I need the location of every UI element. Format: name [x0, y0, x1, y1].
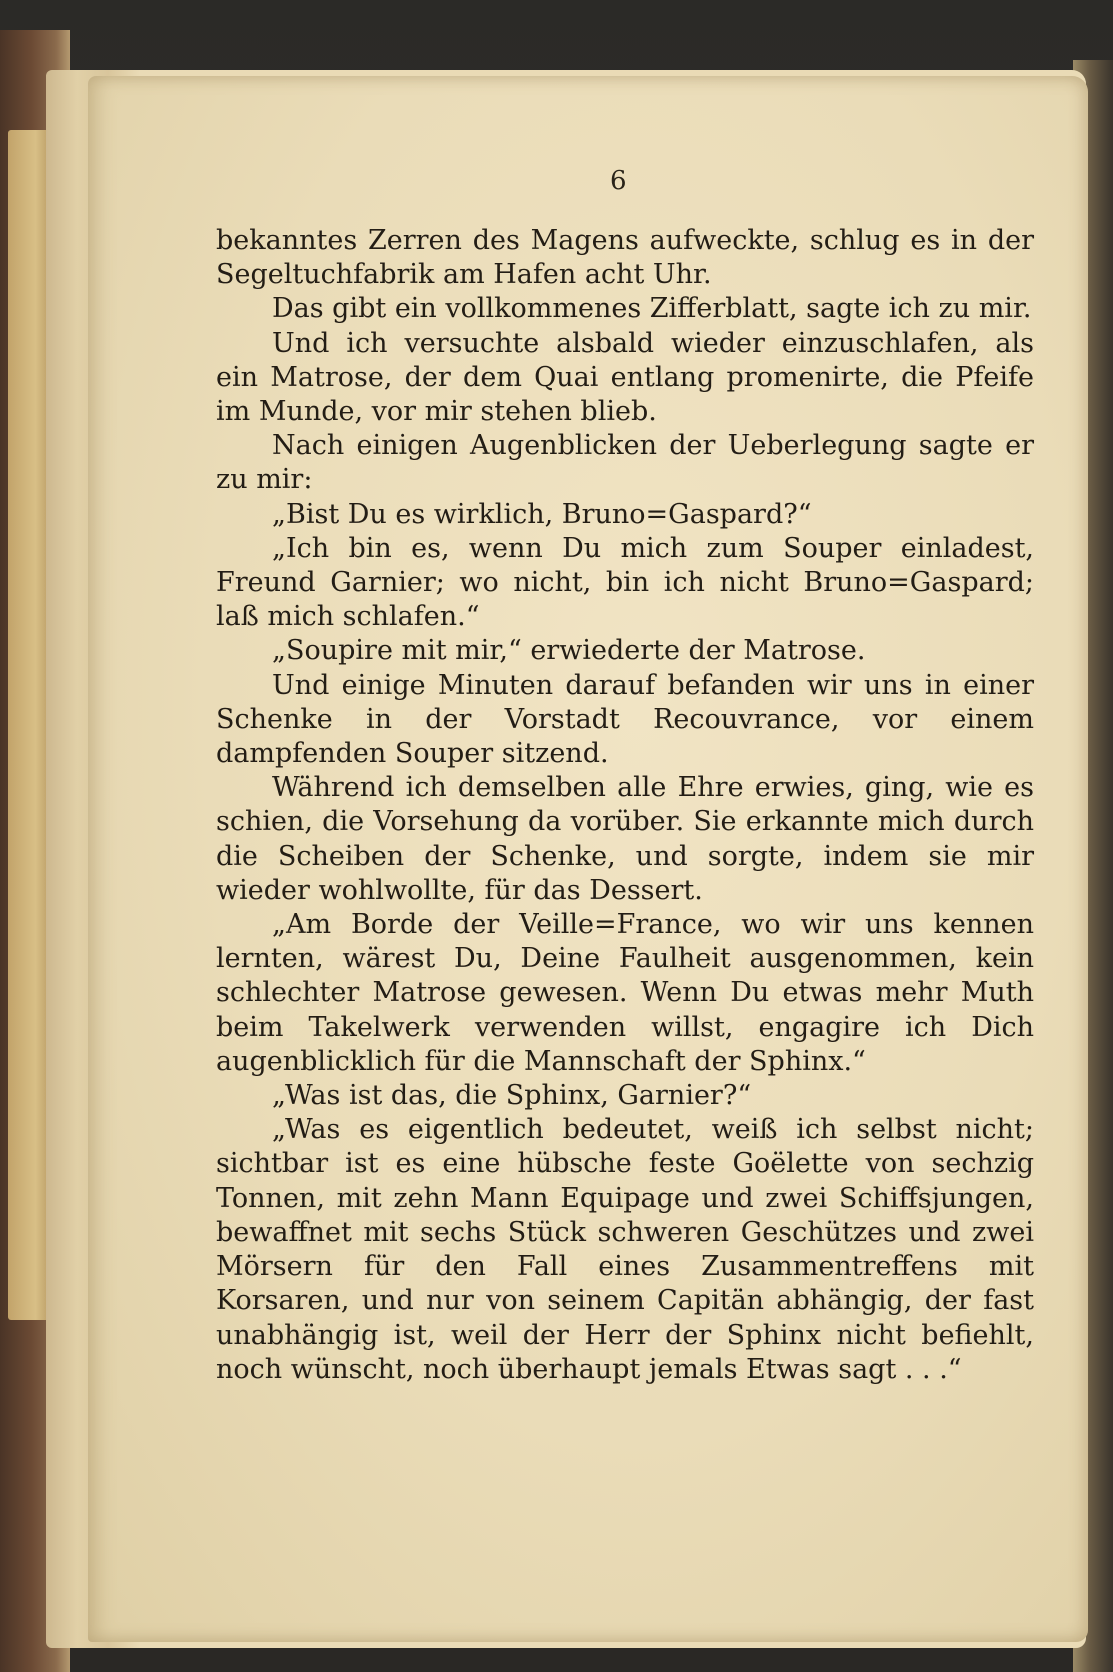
page-text [216, 224, 1034, 1387]
paragraph: „Soupire mit mir,“ erwiederte der Matrose. [272, 635, 866, 667]
paragraph: „Bist Du es wirklich, Bruno=Gaspard?“ [272, 498, 812, 530]
paragraph: Das gibt ein vollkommenes Zifferblatt, sagte ich zu mir. [272, 293, 1032, 325]
paragraph: Während ich demselben alle Ehre erwies, ging, wie es schien, die Vorsehung da vorüber. Sie erkannte mich durch die Scheiben der Schenke, und sorgte, indem sie mir wieder wohlwollte, für das Dessert. [216, 772, 1034, 906]
paragraph: Nach einigen Augenblicken der Ueberlegung sagte er zu mir: [216, 430, 1034, 496]
paragraph: „Ich bin es, wenn Du mich zum Souper einladest, Freund Garnier; wo nicht, bin ich nicht Bruno=Gaspard; laß mich schlafen.“ [216, 532, 1034, 633]
paragraph: „Was es eigentlich bedeutet, weiß ich selbst nicht; sichtbar ist es eine hübsche feste Goëlette von sechzig Tonnen, mit zehn Mann Equipage und zwei Schiffsjungen, bewaffnet mit sechs Stück schweren Geschützes und zwei Mörsern für den Fall eines Zusammentreffens mit Korsaren, und nur von seinem Capitän abhängig, der fast unabhängig ist, weil der Herr der Sphinx nicht befiehlt, noch wünscht, noch überhaupt jemals Etwas sagt . . .“ [216, 1114, 1034, 1385]
paragraph: bekanntes Zerren des Magens aufweckte, schlug es in der Segeltuchfabrik am Hafen acht Uhr. [216, 225, 1034, 291]
page-number: 6 [610, 166, 627, 196]
paragraph: Und einige Minuten darauf befanden wir uns in einer Schenke in der Vorstadt Recouvrance, vor einem dampfenden Souper sitzend. [216, 669, 1034, 770]
paragraph: „Am Borde der Veille=France, wo wir uns kennen lernten, wärest Du, Deine Faulheit ausgenommen, kein schlechter Matrose gewesen. Wenn Du etwas mehr Muth beim Takelwerk verwenden willst, engagire ich Dich augenblicklich für die Mannschaft der Sphinx.“ [216, 909, 1034, 1077]
paragraph: Und ich versuchte alsbald wieder einzuschlafen, als ein Matrose, der dem Quai entlang promenirte, die Pfeife im Munde, vor mir stehen blieb. [216, 327, 1034, 428]
paragraph: „Was ist das, die Sphinx, Garnier?“ [272, 1080, 752, 1112]
